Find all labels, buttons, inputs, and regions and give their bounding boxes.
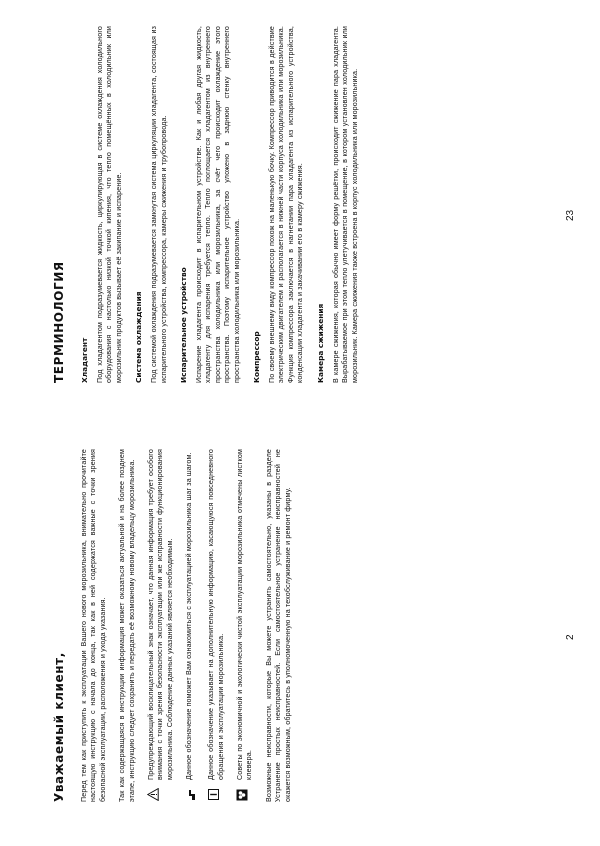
symbol-note-text: Данное обозначение указывает на дополнительную информацию, касающуюся повседневного обращения и эксплуатации морозильника.	[207, 449, 225, 780]
left-page-title: Уважаемый клиент,	[52, 652, 66, 802]
term-heading: Камера сжижения	[315, 303, 325, 383]
symbol-note-text: Предупреждающий восклицательный знак означает, что данная информация требует особого внимания с точки зрения безопасности эксплуатации или же исправности функционирования морозильника. Соблюдение данных указаний является необходимым.	[147, 449, 174, 780]
left-page-number: 2	[565, 634, 576, 640]
intro-paragraph-1: Перед тем как приступить к эксплуатации Вашего нового морозильника, внимательно прочитайте настоящую инструкцию с начала до конца, так как в ней содержатся важные с точки зрения безопасной эксплуатации, расположения и ухода указания.	[80, 449, 107, 802]
symbol-note-info	[207, 449, 226, 802]
term-heading: Система охлаждения	[134, 291, 144, 383]
term-heading: Хладагент	[80, 337, 89, 383]
symbol-note-text: Данное обозначение поможет Вам ознакомиться с эксплуатацией морозильника шаг за шагом.	[185, 452, 194, 780]
warning-triangle-icon	[147, 788, 159, 802]
hand-pointer-icon	[185, 788, 197, 802]
left-page	[0, 423, 600, 846]
intro-paragraph-2: Так как содержащаяся в инструкции информация может оказаться актуальной и на более позднем этапе, инструкцию следует сохранить и передать её возможному новому владельцу морозильника.	[118, 449, 136, 802]
symbol-note-eco	[236, 449, 255, 802]
term-heading: Испарительное устройство	[179, 267, 189, 383]
term-definition: В камере сжижения, которая обычно имеет форму решётки, происходит сжижение пара хладагента. Вырабатываемое при этом тепло улетучивается в помещение, в котором установлен холодильник или морозильник. Камера сжижения также встроена в корпус холодильника или морозильника.	[331, 26, 359, 383]
right-page-number: 23	[565, 209, 576, 221]
right-page-title: ТЕРМИНОЛОГИЯ	[52, 261, 66, 383]
troubleshooting-paragraph: Возможные неисправности, которые Вы можете устранить самостоятельно, указаны в разделе Устранение простых неисправностей. Если самостоятельное устранение неисправностей не окажется возможным, обратитесь в уполномоченную на техобслуживание и ремонт фирму.	[264, 449, 292, 802]
eco-leaf-icon	[236, 788, 248, 802]
term-heading: Компрессор	[252, 331, 262, 383]
term-definition: Под хладагентом подразумевается жидкость, циркулирующая в системе охлаждения холодильного оборудования с настолько низкой точкой кипения, что тепло помещённых в холодильник или морозильник продуктов вызывает её закипание и испарение.	[96, 26, 123, 383]
info-box-icon	[207, 788, 219, 802]
symbol-note-text: Советы по экономичной и экологически чистой эксплуатации морозильника отмечены листком клевера.	[236, 449, 254, 780]
term-definition: Под системой охлаждения подразумевается замкнутая система циркуляции хладагента, состоящая из испарительного устройства, компрессора, камеры сжижения и трубопровода.	[150, 26, 168, 383]
term-definition: По своему внешнему виду компрессор похож на маленькую бочку. Компрессор приводится в действие электрическим двигателем и располагается в нижней части корпуса холодильника или морозильника. Функция компрессора заключается в нагнетании пара хладагента из испарительного устройства, конденсации хладагента и закачивании его в камеру сжижения.	[268, 26, 305, 383]
symbol-note-steps	[185, 449, 197, 802]
term-definition: Испарение хладагента происходит в испарительном устройстве. Как и любая другая жидкость, хладагенту для испарения требуется тепло. Тепло поглощается хладагентом из внутреннего пространства холодильника или морозильника, за счёт чего происходит охлаждение этого пространства. Поэтому испарительное устройство уложено в заднюю стенку внутреннего пространства холодильника или морозильника.	[195, 26, 241, 383]
symbol-note-warning	[147, 449, 175, 802]
